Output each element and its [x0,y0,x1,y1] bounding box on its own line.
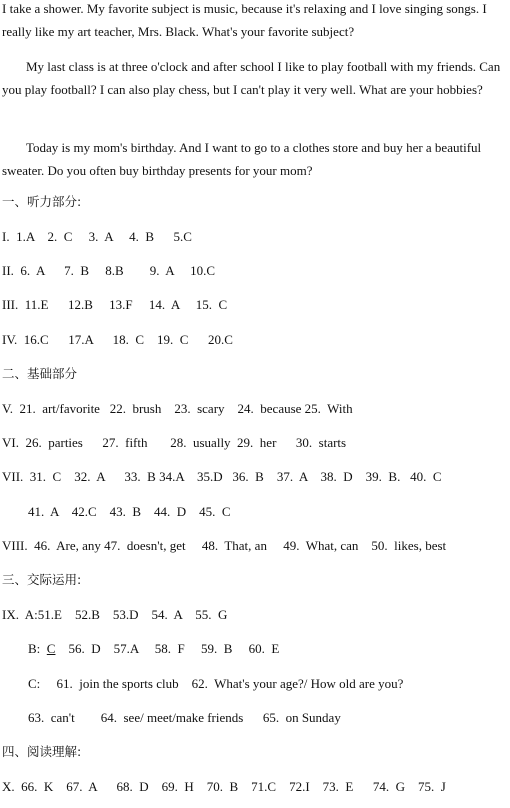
answer-row-VI: VI. 26. parties 27. fifth 28. usually 29. her 30. starts [2,435,347,450]
section-communication-heading: 三、交际运用: [2,572,82,587]
answer-row-I: I. 1.A 2. C 3. A 4. B 5.C [2,229,192,244]
answer-row-VIII: VIII. 46. Are, any 47. doesn't, get 48. That, an 49. What, can 50. likes, best [2,538,447,553]
section-listening-heading: 一、听力部分: [2,194,82,209]
answer-row-VII: VII. 31. C 32. A 33. B 34.A 35.D 36. B 37. A 38. D 39. B. 40. C [2,469,442,484]
answer-row-IX-C: C: 61. join the sports club 62. What's your age?/ How old are you? [28,676,404,691]
answer-row-X: X. 66. K 67. A 68. D 69. H 70. B 71.C 72.I 73. E 74. G 75. J [2,779,446,794]
answer-row-IX-A: IX. A:51.E 52.B 53.D 54. A 55. G [2,607,228,622]
passage-paragraph-2: My last class is at three o'clock and after school I like to play football with my friends. Can you play football? I can also play chess, but I can't play it very well. What are your hobbies? [2,59,501,97]
section-reading-heading: 四、阅读理解: [2,744,82,759]
answer-row-II: II. 6. A 7. B 8.B 9. A 10.C [2,263,216,278]
answer-row-III: III. 11.E 12.B 13.F 14. A 15. C [2,297,228,312]
passage-paragraph-1: I take a shower. My favorite subject is music, because it's relaxing and I love singing songs. I really like my art teacher, Mrs. Black. What's your favorite subject? [2,1,487,39]
answer-row-IV: IV. 16.C 17.A 18. C 19. C 20.C [2,332,233,347]
answer-row-IX-B-rest: 56. D 57.A 58. F 59. B 60. E [55,641,280,656]
answer-row-V: V. 21. art/favorite 22. brush 23. scary 24. because 25. With [2,401,353,416]
answer-row-VII-continued: 41. A 42.C 43. B 44. D 45. C [28,504,231,519]
answer-row-IX-D: 63. can't 64. see/ meet/make friends 65. on Sunday [28,710,341,725]
section-basics-heading: 二、基础部分 [2,366,78,381]
underlined-answer: C [46,641,56,656]
dialog-speaker-b: B: [28,641,47,656]
passage-paragraph-3: Today is my mom's birthday. And I want to go to a clothes store and buy her a beautiful sweater. Do you often buy birthday presents for your mom? [2,140,482,178]
answer-row-IX-B [28,641,279,657]
